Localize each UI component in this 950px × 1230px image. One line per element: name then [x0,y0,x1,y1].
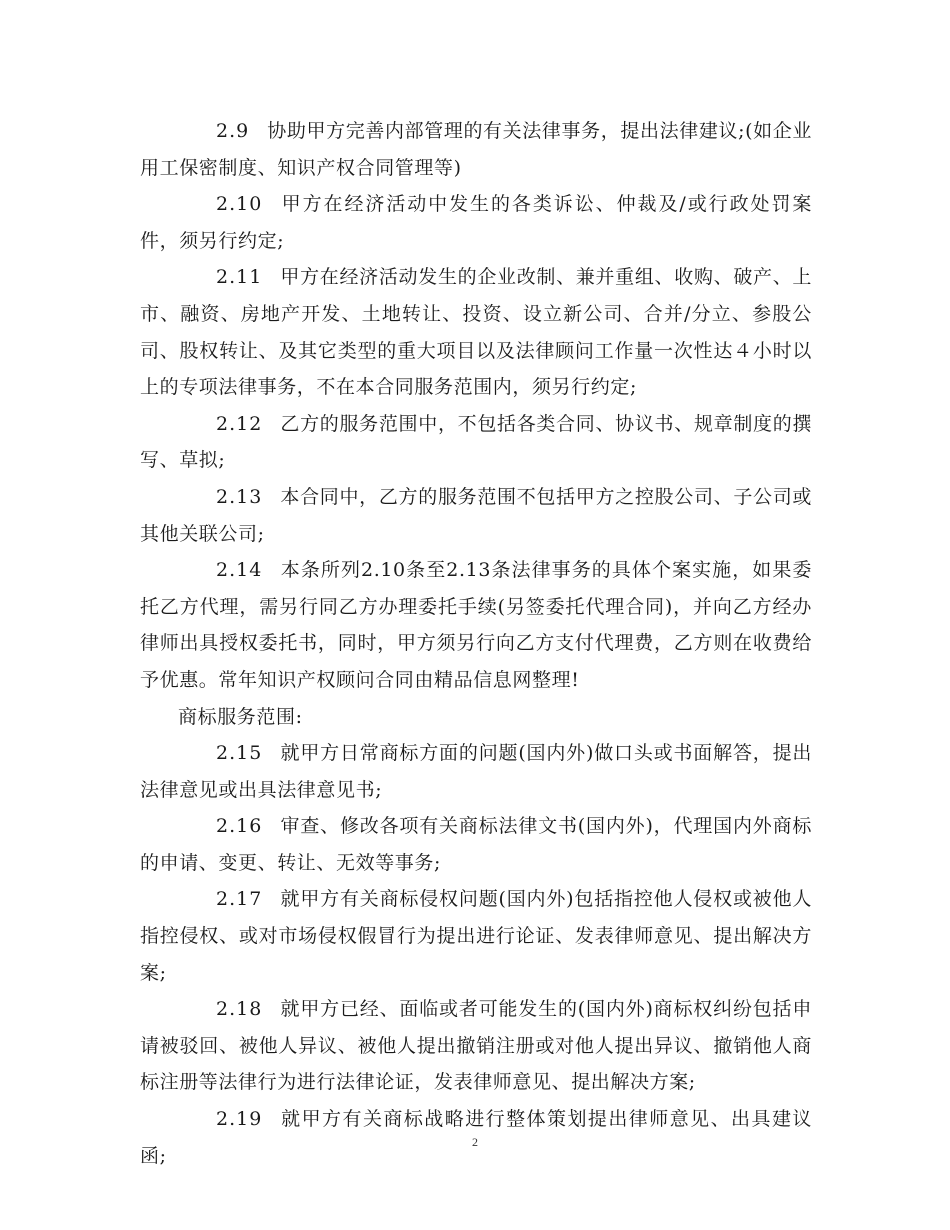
paragraph-2-9 [140,113,812,186]
clause-text: 审查、修改各项有关商标法律文书(国内外)，代理国内外商标的申请、变更、转让、无效等事务; [140,815,812,874]
clause-number: 2.17 [216,888,263,911]
paragraph-2-13 [140,479,812,552]
paragraph-2-17 [140,881,812,991]
paragraph-2-11 [140,259,812,405]
clause-number: 2.12 [216,412,263,435]
clause-text: 本条所列2.10条至2.13条法律事务的具体个案实施，如果委托乙方代理，需另行同乙方办理委托手续(另签委托代理合同)，并向乙方经办律师出具授权委托书，同时，甲方须另行向乙方支付代理费，乙方则在收费给予优惠。常年知识产权顾问合同由精品信息网整理! [140,559,812,691]
paragraph-2-10 [140,186,812,259]
clause-number: 2.9 [216,120,250,142]
clause-number: 2.11 [216,266,263,289]
clause-text: 就甲方已经、面临或者可能发生的(国内外)商标权纠纷包括申请被驳回、被他人异议、被他人提出撤销注册或对他人提出异议、撤销他人商标注册等法律行为进行法律论证，发表律师意见、提出解决方案; [140,998,812,1094]
section-heading-trademark-scope [140,699,812,736]
section-heading-text: 商标服务范围: [178,705,303,728]
clause-number: 2.16 [216,815,263,838]
clause-number: 2.15 [216,742,263,765]
paragraph-2-12 [140,406,812,479]
clause-number: 2.13 [216,485,263,508]
clause-text: 就甲方日常商标方面的问题(国内外)做口头或书面解答，提出法律意见或出具法律意见书; [140,742,812,801]
clause-number: 2.14 [216,559,263,582]
clause-text: 甲方在经济活动发生的企业改制、兼并重组、收购、破产、上市、融资、房地产开发、土地转让、投资、设立新公司、合并/分立、参股公司、股权转让、及其它类型的重大项目以及法律顾问工作量一次性达４小时以上的专项法律事务，不在本合同服务范围内，须另行约定; [140,266,812,399]
paragraph-2-14 [140,552,812,698]
page-number: 2 [472,1135,478,1149]
clause-number: 2.19 [216,1108,263,1131]
clause-number: 2.10 [216,193,263,216]
clause-text: 就甲方有关商标侵权问题(国内外)包括指控他人侵权或被他人指控侵权、或对市场侵权假冒行为提出进行论证、发表律师意见、提出解决方案; [140,888,812,984]
clause-text: 协助甲方完善内部管理的有关法律事务，提出法律建议;(如企业用工保密制度、知识产权合同管理等) [140,120,812,179]
clause-text: 甲方在经济活动中发生的各类诉讼、仲裁及/或行政处罚案件，须另行约定; [140,193,812,252]
paragraph-2-18 [140,991,812,1101]
clause-text: 本合同中，乙方的服务范围不包括甲方之控股公司、子公司或其他关联公司; [140,485,812,545]
clause-number: 2.18 [216,998,263,1021]
document-body [140,113,812,1174]
clause-text: 乙方的服务范围中，不包括各类合同、协议书、规章制度的撰写、草拟; [140,412,812,472]
paragraph-2-16 [140,808,812,881]
paragraph-2-15 [140,735,812,808]
clause-text: 就甲方有关商标战略进行整体策划提出律师意见、出具建议函; [140,1108,812,1167]
